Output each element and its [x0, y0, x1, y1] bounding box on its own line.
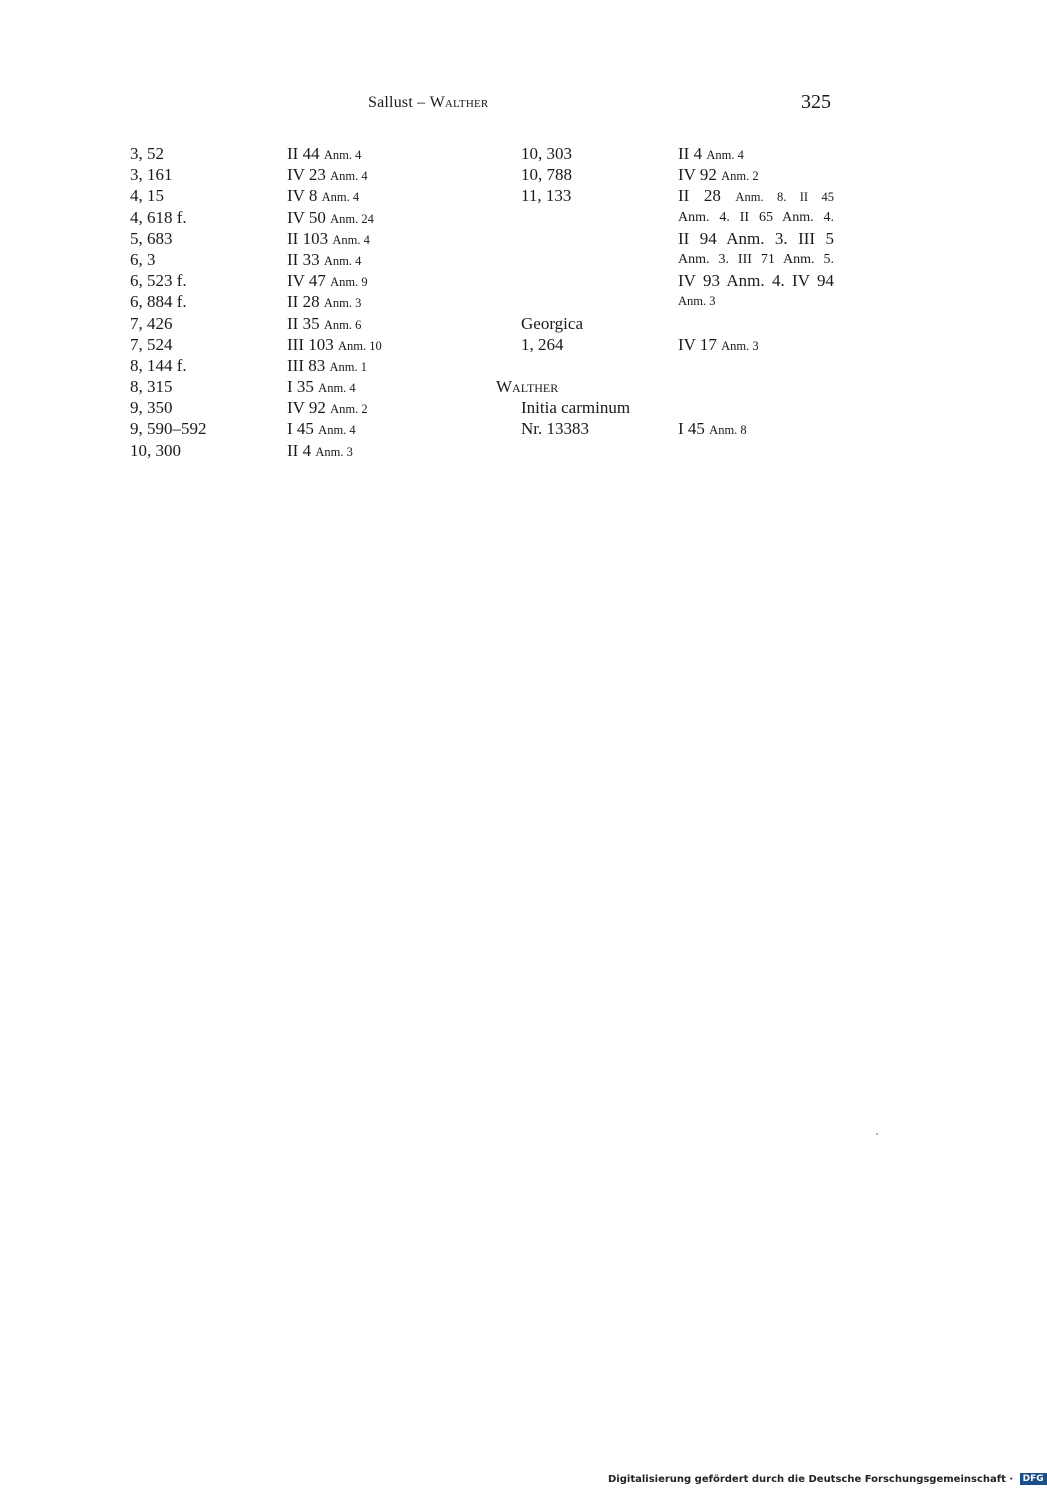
index-location: 4, 618 f. — [130, 207, 187, 227]
index-reference — [287, 207, 477, 228]
index-reference — [287, 270, 477, 291]
right-location-column — [496, 143, 676, 440]
index-reference — [287, 143, 477, 164]
reference-volume-page: II 28 — [287, 292, 320, 312]
spacer-line — [496, 249, 676, 270]
index-location: 9, 350 — [130, 398, 173, 418]
index-reference — [287, 249, 477, 270]
reference-volume-page: II 44 — [287, 144, 320, 163]
initia-heading: Initia carminum — [521, 398, 631, 418]
reference-volume-page: IV 47 — [287, 271, 326, 291]
index-reference — [678, 143, 838, 164]
reference-volume-page: II 28 — [678, 186, 721, 206]
spacer-line — [678, 376, 838, 397]
reference-note: Anm. 4 — [318, 423, 356, 438]
index-location: 10, 303 — [521, 144, 572, 163]
index-location: 8, 315 — [130, 377, 173, 397]
index-reference — [287, 418, 477, 439]
index-location: 1, 264 — [521, 334, 564, 354]
index-reference — [678, 164, 838, 185]
reference-note: Anm. 4 — [321, 190, 360, 205]
reference-note: Anm. 4 — [318, 381, 356, 396]
spacer-line — [678, 313, 838, 334]
reference-volume-page: III 83 — [287, 355, 326, 375]
index-reference — [287, 164, 477, 185]
reference-note: Anm. 4 — [330, 169, 368, 184]
reference-note: Anm. 1 — [329, 359, 367, 374]
reference-volume-page: IV 23 — [287, 165, 326, 185]
scan-speck — [876, 1133, 878, 1135]
index-location: 4, 15 — [130, 186, 164, 206]
index-location: 3, 161 — [130, 165, 173, 185]
reference-volume-page: II 103 — [287, 228, 329, 248]
reference-note: Anm. 3 — [721, 338, 759, 353]
index-location: 8, 144 f. — [130, 355, 187, 375]
reference-note: Anm. 24 — [330, 211, 374, 226]
reference-continuation: Anm. 4. II 65 Anm. 4. — [678, 209, 834, 225]
reference-volume-page: IV 17 — [678, 334, 717, 354]
reference-volume-page: II 4 — [678, 144, 703, 163]
page-number: 325 — [801, 91, 831, 113]
reference-note: Anm. 6 — [323, 317, 362, 332]
running-title-prefix: Sallust – — [368, 94, 426, 111]
reference-volume-page: II 4 — [287, 440, 312, 460]
spacer-line — [678, 397, 838, 418]
reference-continuation: Anm. 3 — [678, 294, 716, 309]
index-location: 5, 683 — [130, 228, 173, 248]
reference-volume-page: IV 8 — [287, 186, 318, 206]
reference-volume-page: IV 50 — [287, 207, 326, 227]
reference-volume-page: III 103 — [287, 334, 334, 354]
reference-volume-page: I 45 — [678, 419, 705, 439]
spacer-line — [496, 270, 676, 291]
reference-note: Anm. 4 — [706, 148, 744, 162]
index-reference — [287, 397, 477, 418]
running-title-name: Walther — [429, 94, 489, 111]
reference-note: Anm. 2 — [330, 402, 368, 417]
reference-volume-page: I 45 — [287, 419, 314, 439]
reference-note: Anm. 3 — [323, 296, 362, 311]
reference-volume-page: I 35 — [287, 377, 314, 397]
reference-volume-page: II 35 — [287, 313, 320, 333]
reference-volume-page: II 33 — [287, 249, 320, 269]
reference-note: Anm. 3 — [315, 444, 353, 459]
index-reference — [287, 291, 477, 312]
walther-heading: Walther — [496, 377, 559, 397]
running-head — [0, 91, 1000, 118]
reference-note: Anm. 10 — [337, 338, 382, 353]
spacer-line — [496, 207, 676, 228]
left-reference-column — [287, 143, 477, 461]
index-location: Nr. 13383 — [521, 419, 589, 439]
index-reference — [287, 440, 477, 461]
spacer-line — [496, 228, 676, 249]
index-reference — [287, 334, 477, 355]
footer-text: Digitalisierung gefördert durch die Deutsche Forschungsgemeinschaft · — [608, 1474, 1014, 1485]
index-reference — [287, 313, 477, 334]
spacer-line — [496, 291, 676, 312]
index-reference — [678, 334, 838, 355]
index-location: 10, 788 — [521, 165, 572, 185]
reference-continuation: Anm. 3. III 71 Anm. 5. — [678, 251, 834, 267]
index-reference — [287, 355, 477, 376]
reference-note: Anm. 8. II 45 — [735, 190, 835, 205]
index-location: 6, 523 f. — [130, 271, 187, 291]
running-title — [368, 94, 488, 112]
right-reference-column — [678, 143, 838, 440]
index-location: 3, 52 — [130, 144, 164, 163]
index-location: 9, 590–592 — [130, 419, 207, 439]
reference-note: Anm. 4 — [323, 253, 362, 268]
index-location: 6, 884 f. — [130, 292, 187, 312]
index-reference — [678, 418, 838, 439]
digitization-footer — [608, 1473, 1044, 1489]
index-location: 11, 133 — [521, 186, 572, 206]
index-reference — [678, 185, 834, 206]
index-reference — [287, 376, 477, 397]
reference-note: Anm. 9 — [330, 275, 368, 290]
index-location: 10, 300 — [130, 440, 181, 460]
index-location: 6, 3 — [130, 249, 156, 269]
georgica-heading: Georgica — [521, 313, 583, 333]
spacer-line — [496, 355, 676, 376]
reference-continuation: II 94 Anm. 3. III 5 — [678, 228, 834, 248]
reference-volume-page: IV 92 — [678, 165, 717, 185]
index-location: 7, 524 — [130, 334, 173, 354]
dfg-logo: DFG — [1020, 1473, 1047, 1485]
reference-note: Anm. 8 — [709, 423, 747, 438]
left-location-column — [130, 143, 280, 461]
reference-continuation: IV 93 Anm. 4. IV 94 — [678, 271, 834, 291]
reference-volume-page: IV 92 — [287, 398, 326, 418]
index-reference — [287, 228, 477, 249]
spacer-line — [678, 355, 838, 376]
index-location: 7, 426 — [130, 313, 173, 333]
index-reference — [287, 185, 477, 206]
reference-note: Anm. 4 — [332, 232, 370, 247]
reference-note: Anm. 2 — [721, 169, 759, 184]
reference-note: Anm. 4 — [323, 148, 362, 162]
